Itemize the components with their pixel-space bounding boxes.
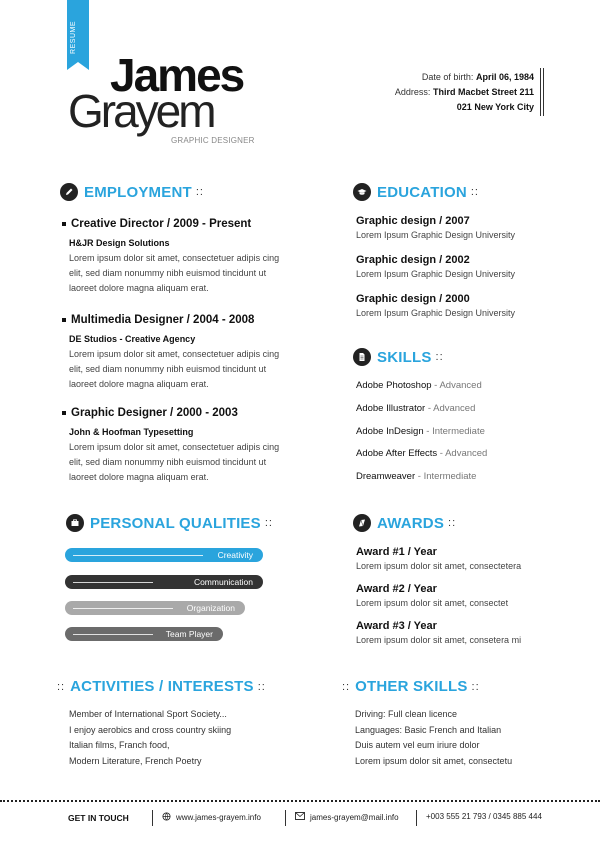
list-item: Lorem ipsum dolor sit amet, consectetu <box>355 755 513 766</box>
get-in-touch-label: GET IN TOUCH <box>68 813 129 823</box>
job-heading: Creative Director / 2009 - Present <box>71 218 252 230</box>
globe-icon <box>162 812 171 823</box>
skills-title: SKILLS <box>377 348 432 366</box>
quality-bar-line <box>73 555 203 556</box>
footer-email <box>295 812 399 822</box>
list-item: Languages: Basic French and Italian <box>355 724 502 735</box>
skill-item <box>356 448 487 459</box>
footer-website <box>162 812 261 823</box>
education-school: Lorem Ipsum Graphic Design University <box>356 230 516 240</box>
activities-title: ACTIVITIES / INTERESTS <box>70 678 254 695</box>
graduation-cap-icon <box>353 183 371 201</box>
award-title-item: Award #3 / Year <box>356 620 437 632</box>
education-school: Lorem Ipsum Graphic Design University <box>356 269 516 279</box>
contact-block <box>395 70 534 115</box>
list-item: Italian films, Franch food, <box>69 740 170 750</box>
skill-level: Advanced <box>433 403 476 414</box>
job-title: GRAPHIC DESIGNER <box>171 136 255 145</box>
award-desc: Lorem ipsum dolor sit amet, consetera mi <box>356 635 522 645</box>
award-icon <box>353 514 371 532</box>
award-desc: Lorem ipsum dolor sit amet, consectetera <box>356 561 522 571</box>
activities-list <box>69 707 231 769</box>
qualities-heading <box>66 514 273 532</box>
qualities-title: PERSONAL QUALITIES <box>90 514 261 532</box>
job-company: John & Hoofman Typesetting <box>69 427 194 437</box>
job-entry <box>62 218 302 296</box>
employment-title: EMPLOYMENT <box>84 183 192 201</box>
section-dots: :: <box>342 680 351 693</box>
award-entry <box>356 620 521 645</box>
footer-separator <box>152 810 153 826</box>
employment-heading <box>60 183 204 201</box>
job-company: H&JR Design Solutions <box>69 238 170 248</box>
quality-bar <box>65 548 263 562</box>
phone-text: +003 555 21 793 / 0345 885 444 <box>426 812 542 821</box>
email-link[interactable]: james-grayem@mail.info <box>310 812 399 822</box>
skill-level: Advanced <box>439 380 482 391</box>
list-item: Driving: Full clean licence <box>355 709 458 719</box>
skill-item <box>356 403 475 414</box>
education-entry <box>356 293 515 318</box>
award-desc: Lorem ipsum dolor sit amet, consectet <box>356 598 509 608</box>
skills-heading <box>353 348 444 366</box>
envelope-icon <box>295 812 305 822</box>
awards-heading <box>353 514 456 532</box>
skill-name: Adobe After Effects <box>356 448 438 459</box>
list-item: Duis autem vel eum iriure dolor <box>355 740 480 750</box>
footer-phone <box>426 812 542 821</box>
address-line1: Third Macbet Street 211 <box>432 87 534 97</box>
other-skills-list <box>355 707 512 769</box>
section-dots: :: <box>195 186 204 198</box>
list-item: Modern Literature, French Poetry <box>69 755 202 766</box>
award-entry <box>356 583 508 608</box>
skill-name: Adobe Photoshop <box>356 380 432 391</box>
education-entry <box>356 215 515 240</box>
first-name: James <box>110 49 244 101</box>
quality-bar-line <box>73 582 153 583</box>
quality-bar <box>65 601 245 615</box>
education-title-item: Graphic design / 2000 <box>356 293 470 305</box>
job-description: Lorem ipsum dolor sit amet, consectetuer adipis cing elit, sed diam nonummy nibh euismod tincidunt ut laoreet dolore magna aliquam erat. <box>69 253 280 293</box>
job-description: Lorem ipsum dolor sit amet, consectetuer adipis cing elit, sed diam nonummy nibh euismod tincidunt ut laoreet dolore magna aliquam erat. <box>69 442 280 482</box>
education-title-item: Graphic design / 2007 <box>356 215 470 227</box>
education-heading <box>353 183 479 201</box>
bullet-square <box>62 318 66 322</box>
contact-divider <box>540 68 541 116</box>
pencil-icon <box>60 183 78 201</box>
section-dots: :: <box>57 680 66 693</box>
address-line2: 021 New York City <box>456 102 534 112</box>
award-title-item: Award #1 / Year <box>356 546 437 558</box>
quality-bar-line <box>73 634 153 635</box>
website-link[interactable]: www.james-grayem.info <box>176 813 261 822</box>
skill-separator: - <box>415 471 424 482</box>
other-skills-title: OTHER SKILLS <box>355 678 468 695</box>
quality-label: Organization <box>183 603 235 613</box>
skill-level: Intermediate <box>432 426 485 437</box>
skill-name: Adobe Illustrator <box>356 403 426 414</box>
resume-ribbon <box>67 0 89 62</box>
job-heading: Multimedia Designer / 2004 - 2008 <box>71 314 255 326</box>
skill-item <box>356 426 485 437</box>
footer-separator <box>416 810 417 826</box>
other-skills-heading <box>342 678 480 695</box>
job-description: Lorem ipsum dolor sit amet, consectetuer adipis cing elit, sed diam nonummy nibh euismod tincidunt ut laoreet dolore magna aliquam erat. <box>69 349 280 389</box>
skill-name: Dreamweaver <box>356 471 416 482</box>
last-name: Grayem <box>68 85 214 137</box>
skill-separator: - <box>431 380 440 391</box>
quality-label: Creativity <box>214 550 253 560</box>
bullet-square <box>62 411 66 415</box>
award-entry <box>356 546 521 571</box>
quality-bar <box>65 575 263 589</box>
skill-separator: - <box>423 426 433 437</box>
list-item: I enjoy aerobics and cross country skiing <box>69 724 232 735</box>
section-dots: :: <box>448 517 457 529</box>
quality-bar-line <box>73 608 173 609</box>
footer-divider <box>0 800 600 802</box>
section-dots: :: <box>471 680 480 693</box>
skill-name: Adobe InDesign <box>356 426 424 437</box>
skill-separator: - <box>437 448 446 459</box>
section-dots: :: <box>435 351 444 363</box>
section-dots: :: <box>264 517 273 529</box>
quality-bar <box>65 627 223 641</box>
award-title-item: Award #2 / Year <box>356 583 437 595</box>
ribbon-label: RESUME <box>70 21 77 54</box>
job-company: DE Studios - Creative Agency <box>69 334 196 344</box>
skill-level: Advanced <box>445 448 488 459</box>
education-title-item: Graphic design / 2002 <box>356 254 470 266</box>
job-heading: Graphic Designer / 2000 - 2003 <box>71 407 238 419</box>
dob-label: Date of birth: <box>421 72 474 82</box>
list-item: Member of International Sport Society... <box>69 709 227 719</box>
briefcase-icon <box>66 514 84 532</box>
contact-divider <box>543 68 544 116</box>
skill-item <box>356 471 476 482</box>
section-dots: :: <box>257 680 266 693</box>
quality-label: Communication <box>190 577 253 587</box>
job-entry <box>62 407 302 485</box>
bullet-square <box>62 222 66 226</box>
dob-value: April 06, 1984 <box>475 72 534 82</box>
education-entry <box>356 254 515 279</box>
job-entry <box>62 314 302 392</box>
section-dots: :: <box>470 186 479 198</box>
skill-level: Intermediate <box>423 471 477 482</box>
quality-label: Team Player <box>162 629 213 639</box>
footer-separator <box>285 810 286 826</box>
awards-title: AWARDS <box>377 514 445 532</box>
skill-separator: - <box>425 403 434 414</box>
education-school: Lorem Ipsum Graphic Design University <box>356 308 516 318</box>
document-icon <box>353 348 371 366</box>
education-title: EDUCATION <box>377 183 467 201</box>
activities-heading <box>57 678 266 695</box>
skill-item <box>356 380 482 391</box>
address-label: Address: <box>394 87 431 97</box>
